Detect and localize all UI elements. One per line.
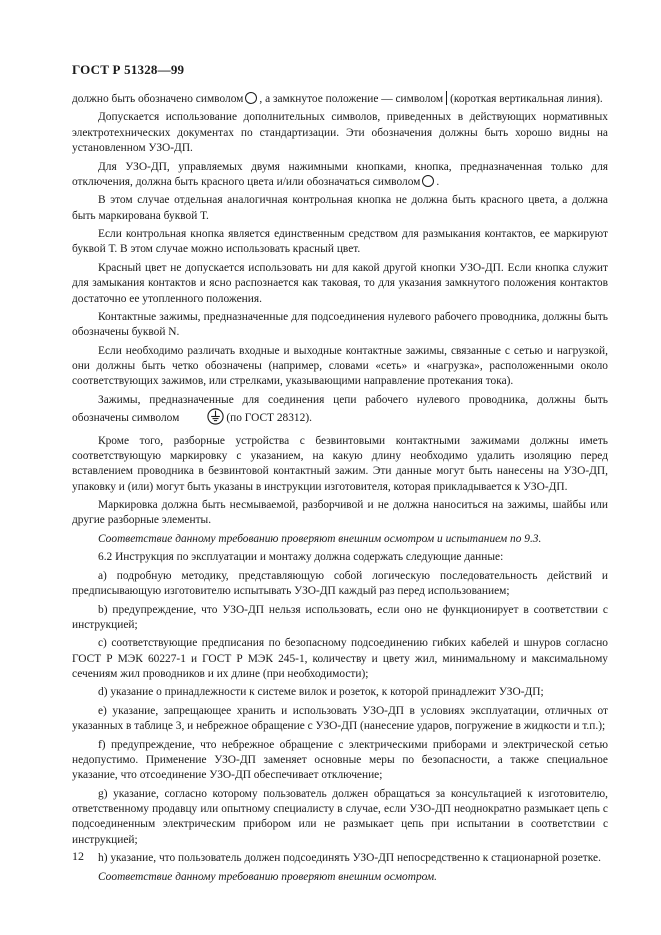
page-number: 12: [72, 849, 84, 863]
list-item-a: a) подробную методику, представляющую собой логическую последовательность действий и предписывающую изготовителю испытывать УЗО-ДП каждый раз перед использованием;: [72, 569, 608, 598]
text-fragment: Зажимы, предназначенные для соединения цепи рабочего нулевого проводника, должны быть обозначены символом: [72, 393, 608, 425]
paragraph: Маркировка должна быть несмываемой, разборчивой и не должна наноситься на зажимы, шайбы или другие разборные элементы.: [72, 499, 608, 527]
list-item-e: e) указание, запрещающее хранить и использовать УЗО-ДП в условиях эксплуатации, отличных от указанных в таблице 3, и небрежное обращение с УЗО-ДП (нанесение ударов, погружение в жидкости и т.п.);: [72, 704, 608, 733]
list-item-h: h) указание, что пользователь должен подсоединять УЗО-ДП непосредственно к стационарной розетке.: [98, 852, 601, 865]
text-fragment: (по ГОСТ 28312).: [226, 412, 312, 425]
list-item-c: c) соответствующие предписания по безопасному подсоединению гибких кабелей и шнуров согласно ГОСТ Р МЭК 60227-1 и ГОСТ Р МЭК 245-1, количеству и цвету жил, минимальному и максимальному сечениям жил проводников и их длине (при необходимости);: [72, 637, 608, 680]
text-fragment: должно быть обозначено символом: [72, 93, 244, 105]
paragraph-ground-symbol: [72, 393, 608, 431]
text-fragment: , а замкнутое положение — символом: [259, 93, 444, 105]
text-fragment: (короткая вертикальная линия).: [450, 93, 603, 105]
paragraph: Если контрольная кнопка является единственным средством для размыкания контактов, ее маркируют буквой Т. В этом случае можно использовать красный цвет.: [72, 228, 608, 256]
text-fragment: .: [436, 175, 440, 188]
paragraph-symbols-intro: [72, 91, 608, 107]
paragraph: Допускается использование дополнительных символов, приведенных в действующих нормативных электротехнических документах по стандартизации. Эти обозначения должны быть хорошо видны на установленном УЗО-ДП.: [72, 111, 608, 155]
list-item-d: d) указание о принадлежности к системе вилок и розеток, к которой принадлежит УЗО-ДП;: [98, 686, 544, 699]
page-header: ГОСТ Р 51328—99: [72, 62, 185, 77]
circle-symbol-icon: [245, 92, 257, 104]
compliance-note: Соответствие данному требованию проверяют внешним осмотром и испытанием по 9.3.: [98, 532, 542, 545]
compliance-note: Соответствие данному требованию проверяют внешним осмотром.: [98, 870, 438, 883]
paragraph: Красный цвет не допускается использовать ни для какой другой кнопки УЗО-ДП. Если кнопка служит для замыкания контактов и ясно распознается как таковая, то для указания замкнутого положения контактов достаточно ее утопленного положения.: [72, 261, 608, 305]
document-body: [72, 91, 608, 888]
list-item-b: b) предупреждение, что УЗО-ДП нельзя использовать, если оно не функционирует в соответствии с инструкцией;: [72, 603, 608, 631]
paragraph-red-button: [72, 160, 608, 191]
text-fragment: Для УЗО-ДП, управляемых двумя нажимными кнопками, кнопка, предназначенная только для отключения, должна быть красного цвета и/или обозначаться символом: [72, 160, 608, 188]
paragraph: В этом случае отдельная аналогичная контрольная кнопка не должна быть красного цвета, а должна быть маркирована буквой Т.: [72, 194, 608, 222]
circle-symbol-icon: [422, 175, 434, 187]
list-item-g: g) указание, согласно которому пользователь должен обращаться за консультацией к изготовителю, ответственному продавцу или опытному специалисту в случае, если УЗО-ДП неоднократно размыкает цепь с подсоединенным электрическим прибором или не размыкает цепь при испытании в соответствии с инструкцией;: [72, 787, 608, 846]
section-6-2-heading: 6.2 Инструкция по эксплуатации и монтажу должна содержать следующие данные:: [98, 551, 504, 564]
paragraph: Кроме того, разборные устройства с безвинтовыми контактными зажимами должны иметь соответствующую маркировку с указанием, на какую длину необходимо удалить изоляцию перед вставлением проводника в безвинтовой контактный зажим. Эти данные могут быть нанесены на УЗО-ДП, упаковку и (или) могут быть указаны в инструкции изготовителя, которая прикладывается к УЗО-ДП.: [72, 434, 608, 493]
list-item-f: f) предупреждение, что небрежное обращение с электрическими приборами и электрической сетью недопустимо. Применение УЗО-ДП заменяет основные меры по безопасности, а также специальное указание, что отсоединение УЗО-ДП обеспечивает отключение;: [72, 738, 608, 782]
paragraph: Если необходимо различать входные и выходные контактные зажимы, связанные с сетью и нагрузкой, они должны быть четко обозначены (например, словами «сеть» и «нагрузка», расположенными около соответствующих зажимов, или стрелками, указывающими направление протекания тока).: [72, 344, 608, 388]
vertical-bar-symbol-icon: [446, 91, 447, 105]
protective-earth-symbol-icon: [181, 408, 224, 430]
paragraph: Контактные зажимы, предназначенные для подсоединения нулевого рабочего проводника, должны быть обозначены буквой N.: [72, 310, 608, 339]
